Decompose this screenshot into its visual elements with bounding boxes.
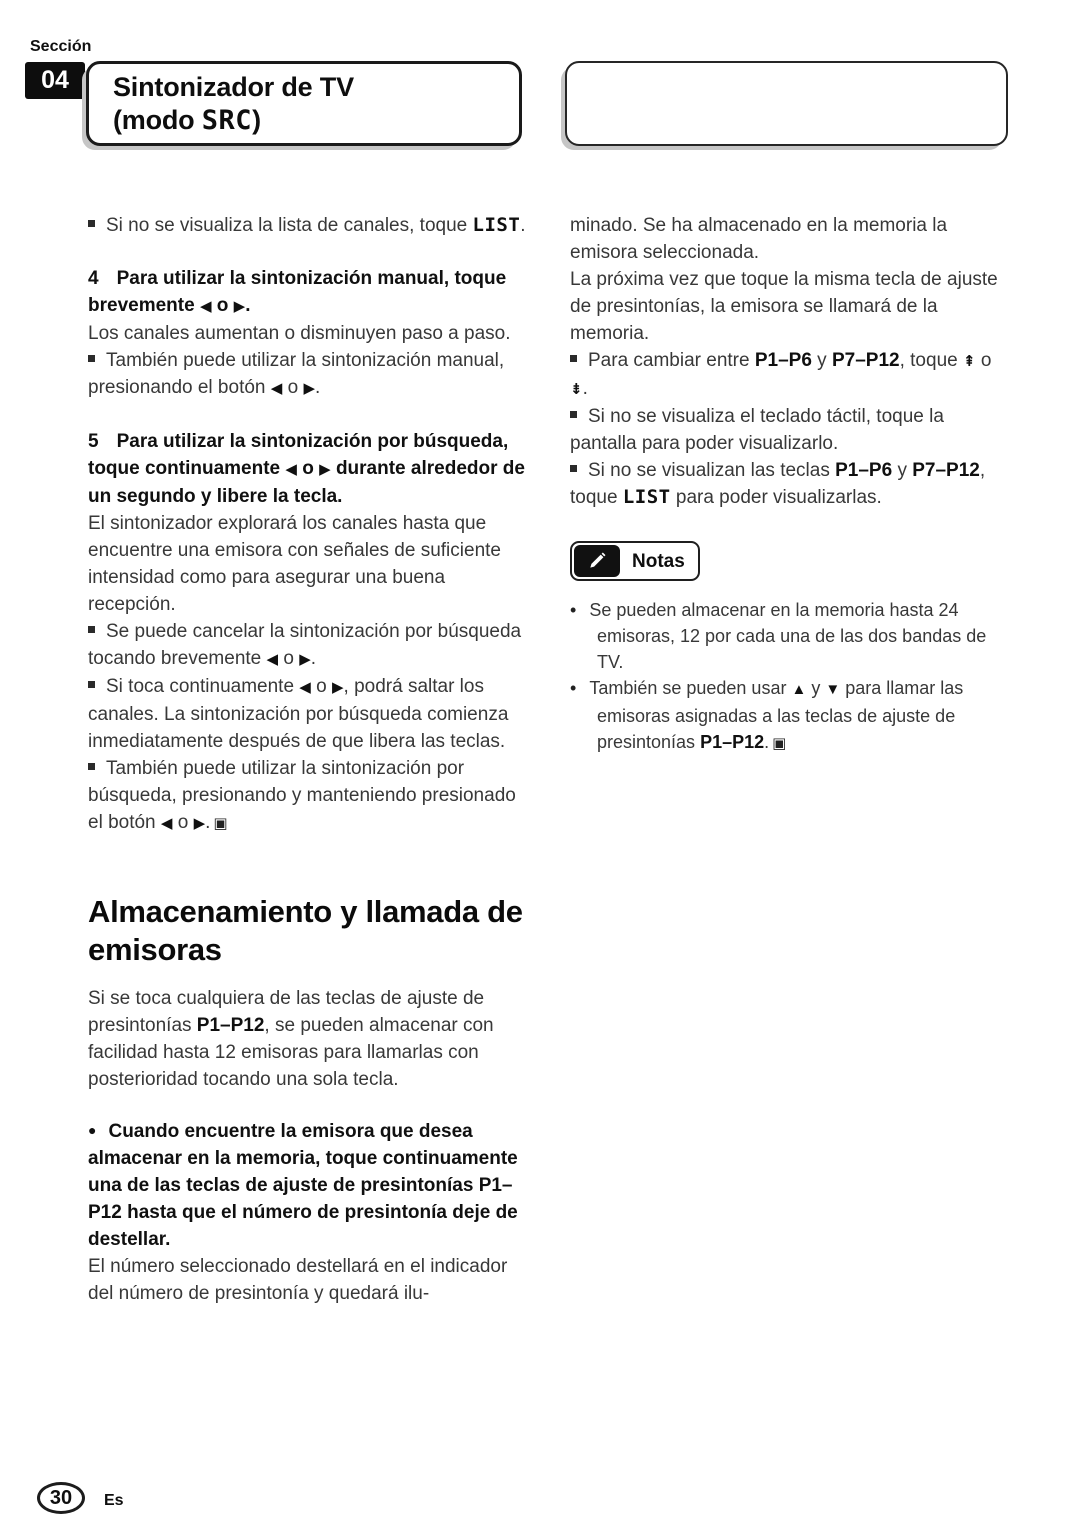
text: y — [892, 460, 913, 481]
down-key-icon: ▼ — [825, 681, 841, 698]
src-mode-label: SRC — [201, 105, 253, 136]
left-arrow-key-icon: ◀ — [266, 651, 279, 668]
section-end-icon: ▣ — [772, 735, 787, 752]
step-instruction — [88, 428, 531, 510]
text: Si no se visualizan las teclas — [588, 460, 836, 481]
text: . — [764, 732, 770, 752]
paragraph — [570, 212, 1013, 266]
step-number: 5 — [88, 431, 99, 452]
section-number-badge: 04 — [25, 62, 85, 99]
text: . — [205, 812, 211, 833]
left-arrow-key-icon: ◀ — [160, 815, 173, 832]
text: La próxima vez que toque la misma tecla de ajuste de presintonías, la emisora se llamará de la memoria. — [570, 269, 998, 344]
note-item — [88, 212, 531, 239]
bold-text: durante alrededor de un segundo y libere la tecla. — [88, 458, 525, 507]
text: . — [310, 648, 317, 669]
left-arrow-key-icon: ◀ — [285, 461, 297, 478]
text: , se pueden almacenar con facilidad hasta 12 emisoras para llamarlas con posterioridad tocando una sola tecla. — [88, 1015, 494, 1090]
text: Se pueden almacenar en la memoria hasta 24 emisoras, 12 por cada una de las dos bandas de TV. — [589, 600, 987, 672]
right-arrow-key-icon: ▶ — [233, 298, 246, 315]
section-label: Sección — [30, 38, 92, 55]
right-arrow-key-icon: ▶ — [193, 815, 206, 832]
page-up-key-icon: ⇞ — [962, 353, 976, 370]
bold-text: Para utilizar la sintonización por búsqueda, toque continuamente — [88, 431, 509, 479]
step-instruction — [88, 265, 531, 320]
note-bullet-item — [570, 675, 1013, 757]
left-arrow-key-icon: ◀ — [270, 380, 283, 397]
text: También se pueden usar — [589, 678, 792, 698]
text: Si no se visualiza el teclado táctil, toque la pantalla para poder visualizarlo. — [570, 406, 944, 454]
notes-label: Notas — [632, 550, 685, 572]
square-bullet-icon — [88, 355, 95, 362]
action-instruction — [88, 1117, 531, 1253]
text: , toque — [570, 460, 986, 508]
left-arrow-key-icon: ◀ — [299, 679, 311, 696]
text: Se puede cancelar la sintonización por búsqueda tocando brevemente — [88, 621, 522, 669]
text: minado. Se ha almacenado en la memoria la emisora seleccionada. — [570, 215, 948, 263]
page-language-label: Es — [104, 1492, 124, 1509]
list-key-label: LIST — [472, 214, 521, 236]
header-blank-box — [565, 61, 1008, 146]
chapter-title-box — [86, 61, 522, 146]
bold-text: o — [296, 458, 320, 479]
right-arrow-key-icon: ▶ — [299, 651, 311, 668]
title-mode-suffix: ) — [252, 105, 261, 135]
paragraph — [88, 985, 531, 1093]
square-bullet-icon — [570, 465, 577, 472]
text: Si toca continuamente — [106, 676, 300, 697]
text: Almacenamiento y llamada de emisoras — [88, 894, 523, 967]
pencil-icon — [574, 545, 620, 577]
text: También puede utilizar la sintonización por búsqueda, presionando y manteniendo presionado el botón — [88, 758, 516, 833]
text: o — [975, 350, 992, 371]
bold-text: P1–P12 — [700, 732, 765, 752]
text: , podrá saltar los canales. La sintonización por búsqueda comienza inmediatamente después de que libera las teclas. — [88, 676, 509, 752]
right-column — [570, 212, 1013, 757]
text: Si no se visualiza la lista de canales, toque — [106, 215, 473, 236]
page-number-badge: 30 — [37, 1482, 85, 1514]
bold-text: P1–P6 — [754, 350, 812, 371]
text: Si se toca cualquiera de las teclas de ajuste de presintonías — [88, 988, 485, 1036]
chapter-title-line1: Sintonizador de TV — [113, 72, 354, 102]
step-number: 4 — [88, 268, 99, 289]
list-key-label: LIST — [622, 486, 671, 508]
square-bullet-icon — [570, 411, 577, 418]
note-item — [88, 755, 531, 837]
bold-text: o — [211, 295, 234, 316]
square-bullet-icon — [88, 220, 95, 227]
text: y — [811, 350, 832, 371]
bold-text: P1–P6 — [835, 460, 893, 481]
bold-text: P1–P12 — [196, 1015, 265, 1036]
note-bullet-item — [570, 597, 1013, 675]
dot-bullet-icon: • — [570, 600, 577, 620]
note-item — [570, 457, 1013, 511]
circle-bullet-icon: ● — [88, 1122, 97, 1138]
right-arrow-key-icon: ▶ — [331, 679, 344, 696]
square-bullet-icon — [88, 681, 95, 688]
text: para llamar las emisoras asignadas a las teclas de ajuste de presintonías — [597, 678, 964, 752]
text: , toque — [899, 350, 963, 371]
square-bullet-icon — [88, 763, 95, 770]
text: . — [520, 215, 526, 236]
bold-text: P7–P12 — [912, 460, 980, 481]
text: o — [282, 377, 304, 398]
right-arrow-key-icon: ▶ — [303, 380, 315, 397]
note-item — [88, 618, 531, 673]
up-key-icon: ▲ — [791, 681, 807, 698]
text: . — [314, 377, 321, 398]
section-heading — [88, 893, 531, 969]
page-down-key-icon: ⇟ — [570, 381, 583, 398]
left-column — [88, 212, 531, 1307]
bold-text: . — [245, 295, 251, 316]
paragraph — [88, 510, 531, 618]
text: Los canales aumentan o disminuyen paso a paso. — [88, 323, 511, 344]
note-item — [88, 673, 531, 755]
text: El sintonizador explorará los canales hasta que encuentre una emisora con señales de suficiente intensidad como para asegurar una buena recepción. — [88, 513, 501, 615]
square-bullet-icon — [88, 626, 95, 633]
note-item — [570, 403, 1013, 457]
dot-bullet-icon: • — [570, 678, 577, 698]
bold-text: Cuando encuentre la emisora que desea almacenar en la memoria, toque continuamente una de las teclas de ajuste de presintonías P1–P12 hasta que el número de presintonía deje de destellar. — [88, 1121, 518, 1250]
left-arrow-key-icon: ◀ — [199, 298, 212, 315]
text: y — [806, 678, 826, 698]
text: o — [310, 676, 332, 697]
title-mode-prefix: (modo — [113, 105, 202, 135]
note-item — [570, 347, 1013, 403]
paragraph — [88, 320, 531, 347]
right-arrow-key-icon: ▶ — [319, 461, 331, 478]
text: El número seleccionado destellará en el indicador del número de presintonía y quedará ilu- — [88, 1256, 508, 1304]
text: Para cambiar entre — [588, 350, 755, 371]
text: o — [278, 648, 300, 669]
text: También puede utilizar la sintonización manual, presionando el botón — [88, 350, 505, 398]
bold-text: Para utilizar la sintonización manual, toque brevemente — [88, 268, 507, 316]
text: para poder visualizarlas. — [670, 487, 882, 508]
section-end-icon: ▣ — [213, 815, 228, 832]
square-bullet-icon — [570, 355, 577, 362]
text: . — [582, 378, 588, 399]
text: o — [172, 812, 194, 833]
paragraph — [88, 1253, 531, 1307]
notes-box — [570, 541, 700, 581]
bold-text: P7–P12 — [831, 350, 900, 371]
chapter-title-line2 — [113, 104, 519, 137]
paragraph — [570, 266, 1013, 347]
note-item — [88, 347, 531, 402]
